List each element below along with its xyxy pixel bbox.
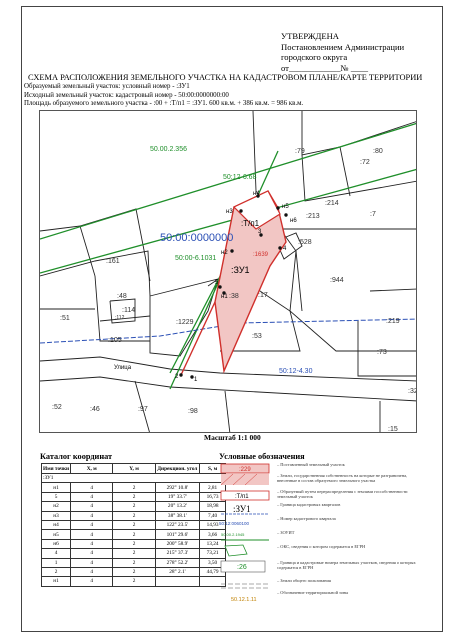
table-cell: 215° 37.3' (155, 549, 200, 558)
parcel-label-161: :161 (106, 258, 120, 265)
point-label-n5: н5 (282, 204, 289, 210)
table-cell: 2 (113, 520, 155, 529)
point-label-n3: н3 (226, 209, 233, 215)
table-cell: н2 (42, 502, 71, 511)
table-cell: 4 (71, 483, 113, 492)
table-row (42, 483, 226, 492)
zone-label-3: 50:00-6.1031 (175, 255, 217, 262)
col-header: Дирекцион. угол (155, 464, 200, 474)
table-cell: 4 (71, 511, 113, 520)
table-cell: 4 (71, 577, 113, 586)
point-label-1: 1 (194, 377, 198, 383)
parcel-label-214: :214 (325, 200, 339, 207)
meta-line: Образуемый земельный участок: условный номер - :ЗУ1 (24, 83, 190, 90)
parcel-label-112: :112 (115, 315, 125, 321)
point-label-n2: н2 (221, 250, 228, 256)
table-cell: н1 (42, 483, 71, 492)
zone-label-2: 50:12-6.68 (223, 174, 257, 181)
point-label-n4: н4 (253, 191, 260, 197)
table-cell: 122° 23.5' (155, 520, 200, 529)
table-cell: 200° 58.9' (155, 539, 200, 548)
table-cell: 19° 33.7' (155, 492, 200, 501)
parcel-label-48: :48 (117, 293, 127, 300)
parcel-boundary (100, 316, 150, 321)
point-5 (218, 285, 221, 288)
legend-symbol (219, 544, 273, 558)
legend-symbol-text: 50.12.1.11 (231, 597, 257, 603)
point-label-5: 5 (215, 280, 219, 286)
label-1639: :1639 (253, 252, 269, 258)
table-cell: 20° 13.2' (155, 502, 200, 511)
col-header: S, м (200, 464, 226, 474)
point-n5 (276, 206, 279, 209)
map-scale: Масштаб 1:1 000 (204, 433, 261, 442)
legend-symbol-text: 50.00.2.1945 (221, 532, 245, 537)
legend-text: – Граница и кадастровые номера земельных участков, сведения о которых содержатся в ЕГРН (277, 560, 416, 571)
table-row (42, 511, 226, 520)
parcel-label-114: :114 (122, 307, 136, 314)
approval-line: от____________№ ____ (281, 62, 369, 73)
parcel-boundary (358, 321, 417, 376)
parcel-label-46: :46 (90, 406, 100, 413)
parcel-boundary (302, 111, 417, 155)
legend-text: – Обозначение территориальной зоны (277, 590, 349, 595)
point-label-n6: н6 (290, 218, 297, 224)
legend-text: – ОКС, сведения о котором содержатся в ЕГРН (277, 544, 366, 549)
table-cell: 4 (71, 520, 113, 529)
table-row (42, 567, 226, 576)
table-cell: 3,66 (200, 530, 226, 539)
table-cell: 7,40 (200, 511, 226, 520)
table-row (42, 549, 226, 558)
table-cell: н4 (42, 520, 71, 529)
point-n6 (284, 213, 287, 216)
parcel-label-38: :38 (229, 293, 239, 300)
table-cell: 2 (42, 567, 71, 576)
table-cell: 18,98 (200, 502, 226, 511)
legend-symbol (219, 489, 273, 503)
legend-symbol (219, 502, 273, 516)
table-cell: 2 (113, 530, 155, 539)
parcel-label-53: :53 (252, 333, 262, 340)
table-cell: 16,73 (200, 492, 226, 501)
approval-line: Постановлением Администрации (281, 41, 405, 52)
parcel-label-72: :72 (360, 159, 370, 166)
street-label: Улица (114, 365, 132, 371)
coordinate-catalog (41, 463, 226, 587)
label-zu1: :ЗУ1 (231, 265, 250, 275)
table-cell: 292° 10.8' (155, 483, 200, 492)
table-cell: 2,81 (200, 483, 226, 492)
meta-line: Исходный земельный участок: кадастровый номер - 50:00:0000000:00 (24, 91, 229, 99)
label-tp1: :Т/п1 (241, 219, 260, 228)
table-cell: 28° 2.1' (155, 567, 200, 576)
table-cell: н3 (42, 511, 71, 520)
table-cell: н1 (42, 577, 71, 586)
meta-line: Площадь образуемого земельного участка - :00 + :Т/п1 = :ЗУ1. 600 кв.м. + 386 кв.м. = 986 кв.м. (24, 100, 304, 108)
point-label-3: 3 (258, 229, 262, 235)
parcel-label-105: :105 (108, 337, 122, 344)
col-header: Y, м (113, 464, 155, 474)
legend-text: – Поставленный земельный участок (277, 462, 345, 467)
scheme-title: СХЕМА РАСПОЛОЖЕНИЯ ЗЕМЕЛЬНОГО УЧАСТКА НА КАДАСТРОВОМ ПЛАНЕ/КАРТЕ ТЕРРИТОРИИ (28, 73, 423, 82)
table-cell: 3,50 (200, 558, 226, 567)
legend-symbol (219, 560, 273, 574)
table-row (42, 520, 226, 529)
col-header: Имя точки (43, 465, 70, 472)
table-row (42, 492, 226, 501)
table-cell: 4 (71, 492, 113, 501)
parcel-label-98: :98 (188, 408, 198, 415)
point-2 (179, 373, 182, 376)
parcel-boundary (40, 377, 417, 401)
point-4 (278, 246, 281, 249)
table-cell: 2 (113, 511, 155, 520)
table-cell: 2 (113, 483, 155, 492)
point-n3 (239, 209, 242, 212)
approval-line: городского округа (281, 52, 348, 63)
legend-symbol-text: :26 (237, 564, 247, 571)
point-label-n1: н1 (221, 294, 228, 300)
parcel-label-219: :219 (386, 318, 400, 325)
table-cell: 4 (71, 502, 113, 511)
table-cell: 4 (71, 558, 113, 567)
parcel-label-7: :7 (370, 211, 376, 218)
table-cell: 44,79 (200, 567, 226, 576)
legend-symbol (219, 590, 273, 604)
legend-text: – Образуемый путем перераспределения с землями госсобственности земельный участок (277, 489, 408, 500)
table-cell: 2 (113, 549, 155, 558)
parcel-label-1229: :1229 (176, 319, 194, 326)
parcel-label-15: :15 (388, 426, 398, 433)
parcel-label-32: :32 (408, 388, 418, 395)
approval-block (281, 31, 404, 73)
table-cell: 4 (71, 539, 113, 548)
legend-text: – Земли общего пользования (277, 578, 331, 583)
parcel-label-80: :80 (373, 148, 383, 155)
table-cell: 2 (113, 577, 155, 586)
table-cell: 101° 29.6' (155, 530, 200, 539)
legend-symbol (219, 473, 273, 487)
zone-label-4: 50:12-4.30 (279, 368, 313, 375)
parcel-label-52: :52 (52, 404, 62, 411)
catalog-title: Каталог координат (40, 452, 113, 461)
table-cell: 73,21 (200, 549, 226, 558)
legend-text: – Земли, государственная собственность на которые не разграничена, внесенные в состав образуемого земельного участка (277, 473, 408, 484)
parcel-label-79: :79 (295, 148, 305, 155)
table-row (42, 502, 226, 511)
legend-symbol (219, 530, 273, 544)
table-cell: 2 (113, 567, 155, 576)
catalog-subheader: :ЗУ1 (42, 474, 226, 483)
legend-text: – Номер кадастрового квартала (277, 516, 336, 521)
table-row (42, 539, 226, 548)
table-row (42, 530, 226, 539)
table-cell: 278° 52.2' (155, 558, 200, 567)
col-header: X, м (71, 464, 113, 474)
table-cell: 4 (71, 549, 113, 558)
table-cell: н6 (42, 539, 71, 548)
legend-text: – Граница кадастровых кварталов (277, 502, 341, 507)
table-cell: 14,93 (200, 520, 226, 529)
point-label-2: 2 (175, 374, 179, 380)
table-cell: 4 (42, 549, 71, 558)
parcel-zu1-edge (181, 302, 215, 375)
table-cell: 2 (113, 502, 155, 511)
parcel-label-97: :97 (138, 406, 148, 413)
parcel-label-17: :17 (258, 292, 268, 299)
table-cell: 38° 38.1' (155, 511, 200, 520)
table-cell: 2 (113, 558, 155, 567)
parcel-boundary (225, 391, 230, 433)
table-cell: 5 (42, 492, 71, 501)
point-n2 (230, 249, 233, 252)
parcel-label-944: :944 (330, 277, 344, 284)
map-svg (40, 111, 417, 433)
legend-symbol-text: :Т/п1 (235, 494, 249, 500)
parcel-label-73: :73 (377, 349, 387, 356)
table-cell: 4 (71, 567, 113, 576)
table-cell: н5 (42, 530, 71, 539)
legend-text: – ЗОУИТ (277, 530, 295, 535)
legend-symbol-text: :229 (239, 467, 251, 473)
point-label-4: 4 (283, 246, 287, 252)
table-cell (155, 577, 200, 586)
zone-label-1: 50.00.2.356 (150, 146, 187, 153)
parcel-meta (24, 83, 303, 109)
parcel-label-51: :51 (60, 315, 70, 322)
legend-symbol-text: :ЗУ1 (233, 504, 251, 514)
table-cell: 2 (113, 492, 155, 501)
legend-symbol (219, 516, 273, 530)
approval-line: УТВЕРЖДЕНА (281, 31, 340, 41)
parcel-boundary (290, 251, 417, 351)
table-row (42, 577, 226, 586)
table-cell: 2 (113, 539, 155, 548)
parcel-label-213: :213 (306, 213, 320, 220)
table-cell: 13,24 (200, 539, 226, 548)
quarter-number: 50:00:0000000 (160, 232, 234, 244)
parcel-boundary (370, 289, 417, 291)
parcel-label-528: :528 (298, 239, 312, 246)
cadastral-map (39, 110, 417, 433)
legend-symbol-text: 50:12:0060100 (219, 521, 250, 526)
table-row (42, 558, 226, 567)
table-cell: 1 (42, 558, 71, 567)
legend-title: Условные обозначения (219, 452, 305, 461)
table-cell: 4 (71, 530, 113, 539)
